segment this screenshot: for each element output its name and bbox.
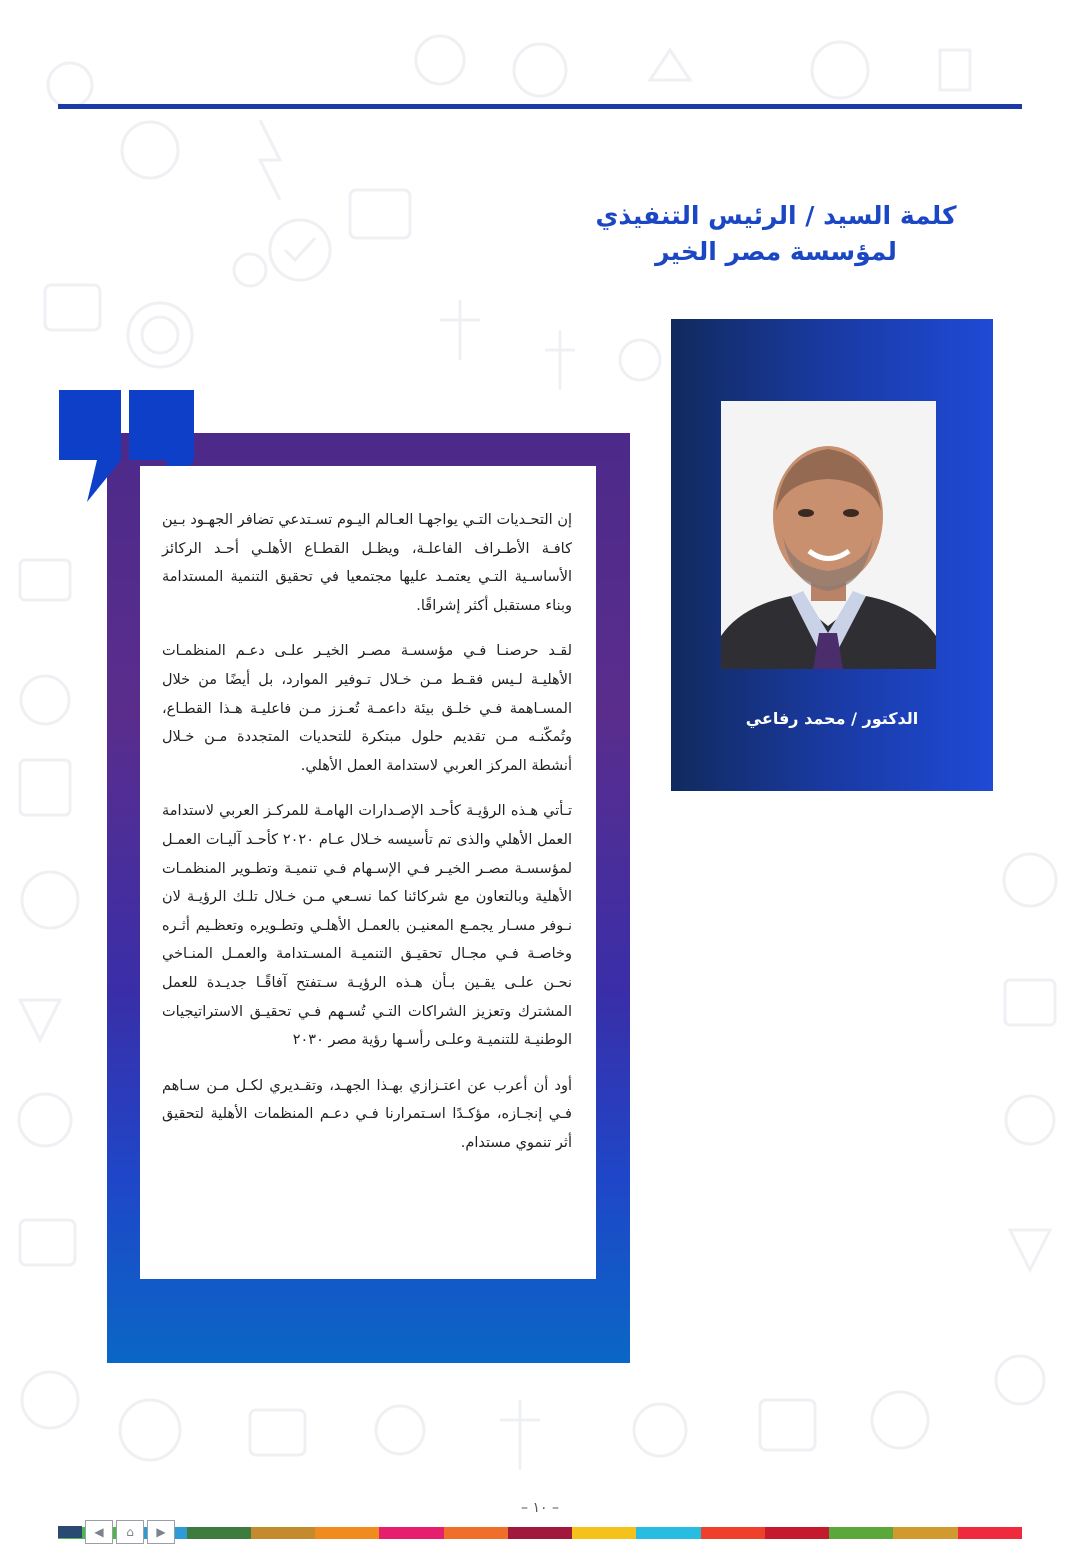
paragraph-3: تـأتي هـذه الرؤيـة كأحـد الإصـدارات الهامـة للمركـز العربي لاستدامة العمل الأهلي والذى تم تأسيسه خـلال عـام ٢٠٢٠ كأحـد آليـات العمـل لمؤسسـة مصـر الخيـر فـي الإسـهام فـي تنميـة وتطـوير المنظمـات الأهلية وبالتعاون مع شركائنا كما نسـعي مـن خـلال تلـك الرؤيـة لان نـوفر مسـار يجمـع المعنيـن بالعمـل الأهلـي وتطـويره وتعظـيم أثـره وخاصـة فـي مجـال تحقيـق التنميـة المسـتدامة والعمـل المنـاخي نحـن علـى يقـين بـأن هـذه الرؤيـة سـتفتح آفاقًـا جديـدة للعمل المشترك وتعزيز الشراكات التـي تُسـهم فـي تحقيـق الاستراتيجيات الوطنيـة للتنميـة وعلـى رأسـها رؤية مصر ٢٠٣٠: [162, 803, 572, 1049]
color-bar-segment: [636, 1527, 700, 1539]
paragraph-4: أود أن أعرب عن اعتـزازي بهـذا الجهـد، وتقـديري لكـل مـن سـاهم فـي إنجـازه، مؤكـدًا اسـتمرارنا فـي دعـم المنظمات الأهلية لتحقيق أثر تنموي مستدام.: [162, 1077, 572, 1151]
color-bar-segment: [572, 1527, 636, 1539]
title-line-1: كلمة السيد / الرئيس التنفيذي: [595, 201, 957, 230]
home-button[interactable]: ⌂: [116, 1520, 144, 1544]
message-body: [162, 506, 572, 1174]
portrait-photo: [721, 401, 936, 669]
color-bar-segment: [893, 1527, 957, 1539]
paragraph-2: لقـد حرصنـا فـي مؤسسـة مصـر الخيـر علـى دعـم المنظمـات الأهليـة لـيس فقـط مـن خـلال تـوفير الموارد، بل أيضًا من خلال المسـاهمة فـي خلـق بيئة داعمـة تُعـزز مـن فاعليـة هـذا القطـاع، وتُمكّنـه مـن تقديم حلول مبتكرة للتحديات المتجددة مـن خـلال أنشطة المركز العربي لاستدامة العمل الأهلي.: [162, 643, 572, 774]
color-bar-segment: [958, 1527, 1022, 1539]
color-bar-segment: [379, 1527, 443, 1539]
color-bar-segment: [701, 1527, 765, 1539]
portrait-illustration: [721, 401, 936, 669]
color-bar-segment: [315, 1527, 379, 1539]
nav-color-block: [58, 1526, 82, 1538]
next-page-button[interactable]: ▶: [147, 1520, 175, 1544]
color-bar-segment: [444, 1527, 508, 1539]
color-bar-segment: [765, 1527, 829, 1539]
previous-page-button[interactable]: ◀: [85, 1520, 113, 1544]
color-bar-segment: [829, 1527, 893, 1539]
color-bar-segment: [251, 1527, 315, 1539]
top-divider-line: [58, 104, 1022, 109]
title-line-2: لمؤسسة مصر الخير: [655, 237, 897, 266]
page-number: – ١٠ –: [521, 1500, 559, 1516]
color-bar-segment: [187, 1527, 251, 1539]
color-bar-segment: [508, 1527, 572, 1539]
paragraph-1: إن التحـديات التـي يواجهـا العـالم اليـوم تسـتدعي تضافر الجهـود بـين كافـة الأطـراف الفاعلـة، ويظـل القطـاع الأهلـي أحـد الركائز الأساسـية التـي يعتمـد عليها مجتمعيا في تحقيق التنمية المستدامة وبناء مستقبل أكثر إشراقًا.: [162, 512, 572, 614]
page-title: [560, 198, 992, 270]
profile-caption: الدكتور / محمد رفاعي: [745, 709, 919, 728]
profile-panel: [671, 319, 993, 791]
sdg-color-bar: [58, 1527, 1022, 1539]
message-card: [140, 466, 596, 1279]
footer-navigation: [58, 1520, 175, 1544]
